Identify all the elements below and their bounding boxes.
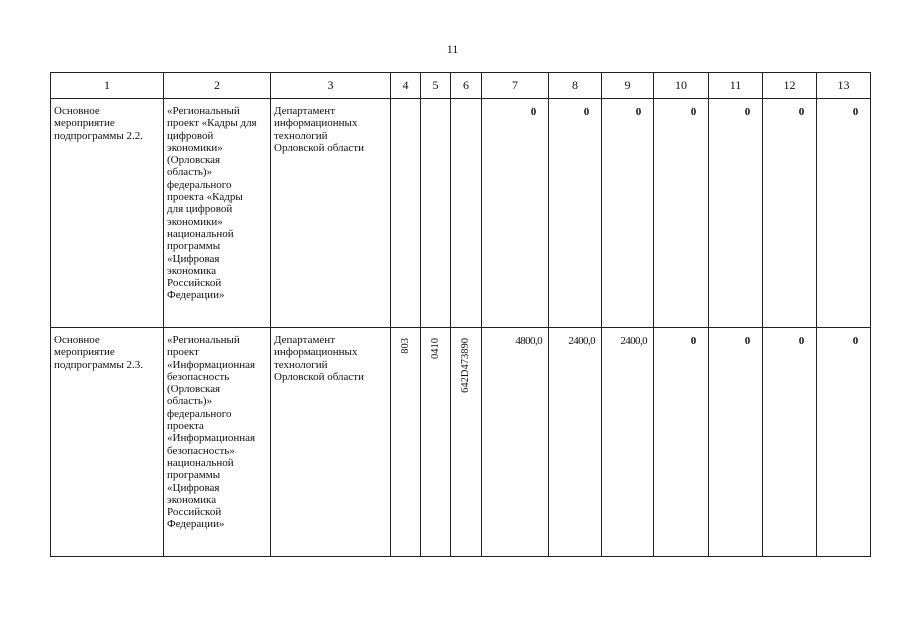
cell-col-8 xyxy=(549,99,602,328)
cell-activity-name xyxy=(51,328,164,557)
header-col-12: 12 xyxy=(763,73,817,99)
header-col-4: 4 xyxy=(391,73,421,99)
header-col-9: 9 xyxy=(602,73,654,99)
project-text: «Региональный проект «Информационная безопасность (Орловская область)» федерального проекта «Информационная безопасность» национальной программы «Цифровая экономика Российской Федерации» xyxy=(167,334,256,531)
header-col-5: 5 xyxy=(421,73,451,99)
cell-col-7 xyxy=(482,328,549,557)
cell-col-8 xyxy=(549,328,602,557)
cell-activity-name xyxy=(51,99,164,328)
cell-csr xyxy=(451,328,482,557)
value-col-10: 0 xyxy=(690,335,696,347)
cell-csr xyxy=(451,99,482,328)
grbs-code: 803 xyxy=(399,338,411,354)
cell-col-10 xyxy=(654,328,709,557)
rzpr-code: 0410 xyxy=(429,338,441,359)
activity-name-text: Основное мероприятие подпрограммы 2.3. xyxy=(54,334,144,371)
value-col-12: 0 xyxy=(798,106,804,118)
table-row xyxy=(51,328,871,557)
cell-col-9 xyxy=(602,99,654,328)
value-col-8: 0 xyxy=(583,106,589,118)
cell-col-11 xyxy=(709,99,763,328)
cell-grbs xyxy=(391,99,421,328)
header-row xyxy=(51,73,871,99)
cell-col-7 xyxy=(482,99,549,328)
cell-executor xyxy=(271,99,391,328)
value-col-10: 0 xyxy=(690,106,696,118)
value-col-13: 0 xyxy=(852,106,858,118)
cell-col-13 xyxy=(817,99,871,328)
header-col-7: 7 xyxy=(482,73,549,99)
value-col-7: 0 xyxy=(530,106,536,118)
activity-name-text: Основное мероприятие подпрограммы 2.2. xyxy=(54,105,144,142)
cell-col-10 xyxy=(654,99,709,328)
value-col-9: 0 xyxy=(635,106,641,118)
value-col-7: 4800,0 xyxy=(515,335,542,347)
header-col-10: 10 xyxy=(654,73,709,99)
executor-text: Департамент информационных технологий Орловской области xyxy=(274,105,364,154)
cell-rzpr xyxy=(421,99,451,328)
cell-col-12 xyxy=(763,99,817,328)
cell-col-12 xyxy=(763,328,817,557)
cell-grbs xyxy=(391,328,421,557)
cell-project xyxy=(164,328,271,557)
header-col-6: 6 xyxy=(451,73,482,99)
header-col-1: 1 xyxy=(51,73,164,99)
header-col-3: 3 xyxy=(271,73,391,99)
value-col-13: 0 xyxy=(852,335,858,347)
cell-col-11 xyxy=(709,328,763,557)
page-number: 11 xyxy=(446,42,459,56)
header-col-8: 8 xyxy=(549,73,602,99)
csr-code: 642D473890 xyxy=(460,338,471,393)
executor-text: Департамент информационных технологий Орловской области xyxy=(274,334,364,383)
cell-rzpr xyxy=(421,328,451,557)
cell-project xyxy=(164,99,271,328)
value-col-9: 2400,0 xyxy=(620,335,647,347)
value-col-11: 0 xyxy=(744,335,750,347)
value-col-8: 2400,0 xyxy=(568,335,595,347)
cell-col-9 xyxy=(602,328,654,557)
header-col-11: 11 xyxy=(709,73,763,99)
header-col-13: 13 xyxy=(817,73,871,99)
table-row xyxy=(51,99,871,328)
value-col-11: 0 xyxy=(744,106,750,118)
budget-table xyxy=(50,72,871,557)
header-col-2: 2 xyxy=(164,73,271,99)
project-text: «Региональный проект «Кадры для цифровой экономики» (Орловская область)» федерального проекта «Кадры для цифровой экономики» национальной программы «Цифровая экономика Российской Федерации» xyxy=(167,105,257,302)
cell-col-13 xyxy=(817,328,871,557)
cell-executor xyxy=(271,328,391,557)
value-col-12: 0 xyxy=(798,335,804,347)
